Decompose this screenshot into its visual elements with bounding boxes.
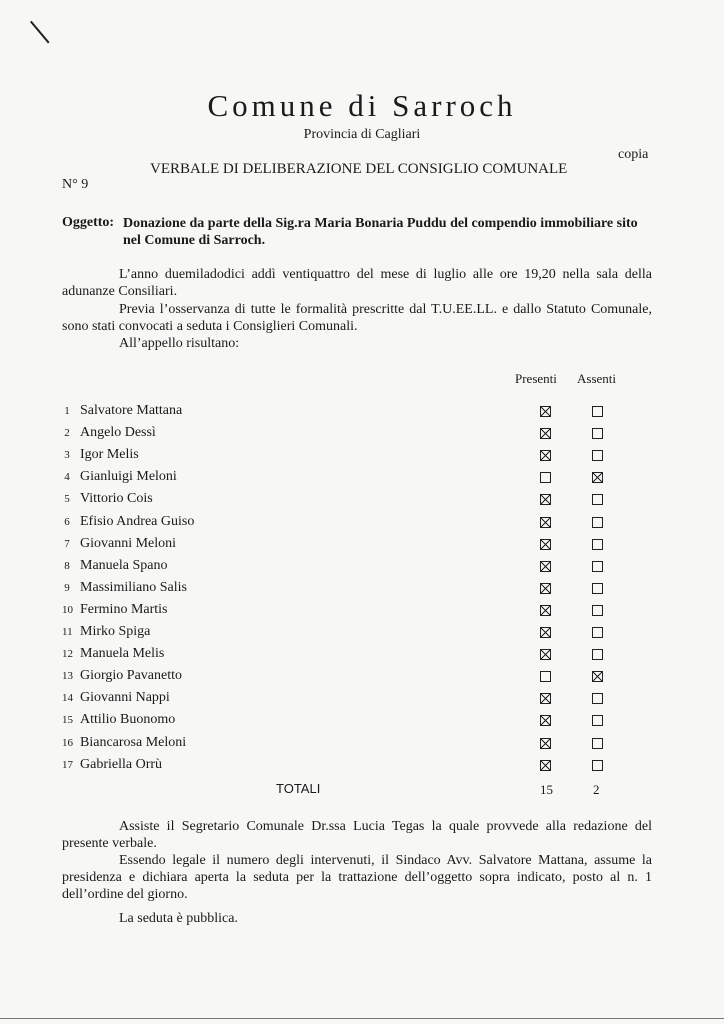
councillor-name: Attilio Buonomo xyxy=(80,712,176,727)
present-checkbox xyxy=(540,517,551,528)
row-number: 12 xyxy=(62,648,73,660)
councillor-name: Manuela Spano xyxy=(80,558,168,573)
present-checkbox xyxy=(540,693,551,704)
row-number: 14 xyxy=(62,692,73,704)
present-checkbox xyxy=(540,583,551,594)
row-number: 5 xyxy=(64,493,70,505)
act-type-heading: VERBALE DI DELIBERAZIONE DEL CONSIGLIO COMUNALE xyxy=(150,161,568,177)
absent-checkbox xyxy=(592,738,603,749)
councillor-name: Giovanni Meloni xyxy=(80,536,177,551)
councillor-name: Fermino Martis xyxy=(80,602,168,617)
absent-checkbox xyxy=(592,539,603,550)
absent-checkbox xyxy=(592,494,603,505)
councillor-name: Massimiliano Salis xyxy=(80,580,187,595)
absent-checkbox xyxy=(592,627,603,638)
present-checkbox xyxy=(540,627,551,638)
absent-checkbox xyxy=(592,715,603,726)
row-number: 1 xyxy=(64,405,70,417)
row-number: 2 xyxy=(64,427,70,439)
councillor-name: Gabriella Orrù xyxy=(80,757,163,772)
totals-label: TOTALI xyxy=(276,781,321,796)
row-number: 8 xyxy=(64,560,70,572)
present-column-header: Presenti xyxy=(515,371,557,386)
councillor-name: Igor Melis xyxy=(80,447,139,462)
present-checkbox xyxy=(540,494,551,505)
absent-checkbox xyxy=(592,583,603,594)
absent-column-header: Assenti xyxy=(577,371,616,386)
present-checkbox xyxy=(540,406,551,417)
row-number: 15 xyxy=(62,714,73,726)
absent-checkbox xyxy=(592,472,603,483)
row-number: 17 xyxy=(62,759,73,771)
intro-paragraph-date: L’anno duemiladodici addì ventiquattro del mese di luglio alle ore 19,20 nella sala della adunanze Consiliari. xyxy=(62,267,652,299)
present-checkbox xyxy=(540,561,551,572)
row-number: 13 xyxy=(62,670,73,682)
total-present: 15 xyxy=(540,782,553,797)
councillor-name: Giovanni Nappi xyxy=(80,690,170,705)
subject-text: Donazione da parte della Sig.ra Maria Bonaria Puddu del compendio immobiliare sito nel Comune di Sarroch. xyxy=(123,216,638,248)
total-absent: 2 xyxy=(593,782,600,797)
bottom-divider xyxy=(0,1018,724,1019)
row-number: 16 xyxy=(62,737,73,749)
row-number: 3 xyxy=(64,449,70,461)
subject-label: Oggetto: xyxy=(62,215,115,230)
absent-checkbox xyxy=(592,406,603,417)
intro-paragraph-convocation: Previa l’osservanza di tutte le formalità prescritte dal T.U.EE.LL. e dallo Statuto Comunale, sono stati convocati a seduta i Consiglieri Comunali. xyxy=(62,302,652,334)
row-number: 9 xyxy=(64,582,70,594)
present-checkbox xyxy=(540,428,551,439)
row-number: 4 xyxy=(64,471,70,483)
closing-paragraph-public: La seduta è pubblica. xyxy=(119,911,238,926)
copy-label: copia xyxy=(618,147,649,162)
absent-checkbox xyxy=(592,760,603,771)
row-number: 7 xyxy=(64,538,70,550)
absent-checkbox xyxy=(592,450,603,461)
absent-checkbox xyxy=(592,428,603,439)
present-checkbox xyxy=(540,539,551,550)
province-line: Provincia di Cagliari xyxy=(303,127,421,142)
document-title: Comune di Sarroch xyxy=(207,88,517,123)
present-checkbox xyxy=(540,760,551,771)
councillor-name: Efisio Andrea Guiso xyxy=(80,514,195,529)
row-number: 11 xyxy=(62,626,73,638)
present-checkbox xyxy=(540,715,551,726)
councillor-name: Angelo Dessì xyxy=(80,425,156,440)
pen-mark xyxy=(30,21,50,44)
intro-paragraph-rollcall: All’appello risultano: xyxy=(119,336,240,351)
absent-checkbox xyxy=(592,693,603,704)
row-number: 6 xyxy=(64,516,70,528)
closing-paragraph-mayor: Essendo legale il numero degli intervenuti, il Sindaco Avv. Salvatore Mattana, assume la presidenza e dichiara aperta la seduta per la trattazione dell’oggetto sopra indicato, posto al n. 1 dell’ordine del giorno. xyxy=(62,853,652,902)
absent-checkbox xyxy=(592,605,603,616)
present-checkbox xyxy=(540,738,551,749)
present-checkbox xyxy=(540,649,551,660)
deliberation-number: N° 9 xyxy=(62,177,89,192)
councillor-name: Gianluigi Meloni xyxy=(80,469,177,484)
closing-paragraph-secretary: Assiste il Segretario Comunale Dr.ssa Lucia Tegas la quale provvede alla redazione del presente verbale. xyxy=(62,819,652,851)
councillor-name: Giorgio Pavanetto xyxy=(80,668,183,683)
absent-checkbox xyxy=(592,649,603,660)
present-checkbox xyxy=(540,472,551,483)
councillor-name: Manuela Melis xyxy=(80,646,165,661)
present-checkbox xyxy=(540,450,551,461)
councillor-name: Salvatore Mattana xyxy=(80,403,183,418)
councillor-name: Mirko Spiga xyxy=(80,624,151,639)
present-checkbox xyxy=(540,671,551,682)
row-number: 10 xyxy=(62,604,73,616)
councillor-name: Vittorio Cois xyxy=(80,491,153,506)
present-checkbox xyxy=(540,605,551,616)
absent-checkbox xyxy=(592,561,603,572)
absent-checkbox xyxy=(592,671,603,682)
absent-checkbox xyxy=(592,517,603,528)
councillor-name: Biancarosa Meloni xyxy=(80,735,187,750)
